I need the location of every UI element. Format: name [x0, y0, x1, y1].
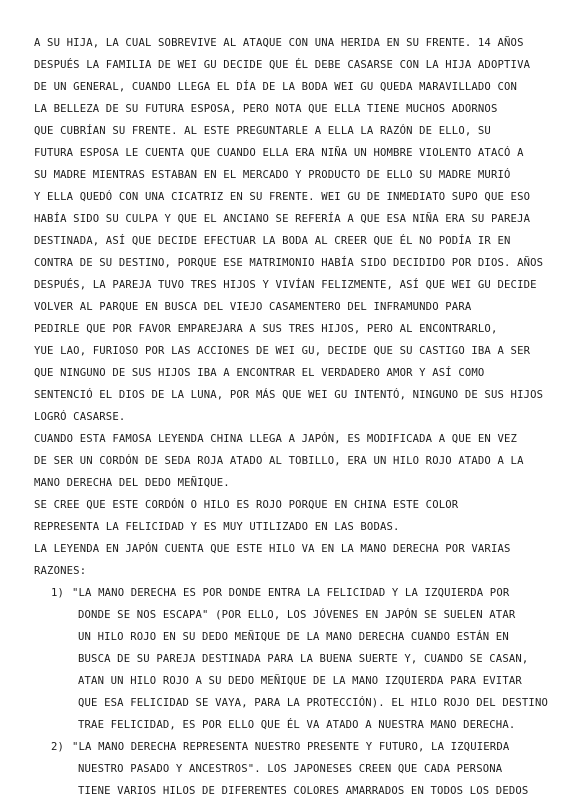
text-line: LA BELLEZA DE SU FUTURA ESPOSA, PERO NOTA QUE ELLA TIENE MUCHOS ADORNOS	[34, 103, 498, 115]
document-body	[34, 32, 549, 802]
text-line: HABÍA SIDO SU CULPA Y QUE EL ANCIANO SE REFERÍA A QUE ESA NIÑA ERA SU PAREJA	[34, 213, 531, 225]
text-line: Y ELLA QUEDÓ CON UNA CICATRIZ EN SU FRENTE. WEI GU DE INMEDIATO SUPO QUE ESO	[34, 191, 531, 203]
text-line: DESPUÉS LA FAMILIA DE WEI GU DECIDE QUE ÉL DEBE CASARSE CON LA HIJA ADOPTIVA	[34, 59, 531, 71]
text-line: DESPUÉS, LA PAREJA TUVO TRES HIJOS Y VIVÍAN FELIZMENTE, ASÍ QUE WEI GU DECIDE	[34, 279, 537, 291]
text-line: TIENE VARIOS HILOS DE DIFERENTES COLORES AMARRADOS EN TODOS LOS DEDOS	[78, 785, 529, 797]
list-item	[34, 582, 549, 736]
text-line: QUE ESA FELICIDAD SE VAYA, PARA LA PROTECCIÓN). EL HILO ROJO DEL DESTINO	[78, 697, 549, 709]
text-line: DESTINADA, ASÍ QUE DECIDE EFECTUAR LA BODA AL CREER QUE ÉL NO PODÍA IR EN	[34, 235, 511, 247]
paragraph-right-hand	[34, 538, 544, 582]
text-line: SE CREE QUE ESTE CORDÓN O HILO ES ROJO PORQUE EN CHINA ESTE COLOR	[34, 499, 459, 511]
paragraph-red-color	[34, 494, 544, 538]
text-line: QUE CUBRÍAN SU FRENTE. AL ESTE PREGUNTARLE A ELLA LA RAZÓN DE ELLO, SU	[34, 125, 491, 137]
text-line: SU MADRE MIENTRAS ESTABAN EN EL MERCADO Y PRODUCTO DE ELLO SU MADRE MURIÓ	[34, 169, 511, 181]
paragraph-japan-version	[34, 428, 544, 494]
text-line: VOLVER AL PARQUE EN BUSCA DEL VIEJO CASAMENTERO DEL INFRAMUNDO PARA	[34, 301, 472, 313]
text-line: CUANDO ESTA FAMOSA LEYENDA CHINA LLEGA A JAPÓN, ES MODIFICADA A QUE EN VEZ	[34, 433, 518, 445]
text-line: "LA MANO DERECHA REPRESENTA NUESTRO PRESENTE Y FUTURO, LA IZQUIERDA	[72, 741, 510, 753]
text-line: YUE LAO, FURIOSO POR LAS ACCIONES DE WEI GU, DECIDE QUE SU CASTIGO IBA A SER	[34, 345, 531, 357]
text-line: TRAE FELICIDAD, ES POR ELLO QUE ÉL VA ATADO A NUESTRA MANO DERECHA.	[78, 719, 516, 731]
text-line: SENTENCIÓ EL DIOS DE LA LUNA, POR MÁS QUE WEI GU INTENTÓ, NINGUNO DE SUS HIJOS	[34, 389, 544, 401]
text-line: BUSCA DE SU PAREJA DESTINADA PARA LA BUENA SUERTE Y, CUANDO SE CASAN,	[78, 653, 529, 665]
text-line: RAZONES:	[34, 565, 87, 577]
text-line: A SU HIJA, LA CUAL SOBREVIVE AL ATAQUE CON UNA HERIDA EN SU FRENTE. 14 AÑOS	[34, 37, 524, 49]
text-line: UN HILO ROJO EN SU DEDO MEÑIQUE DE LA MANO DERECHA CUANDO ESTÁN EN	[78, 631, 509, 643]
paragraph-legend-story	[34, 32, 544, 428]
text-line: QUE NINGUNO DE SUS HIJOS IBA A ENCONTRAR EL VERDADERO AMOR Y ASÍ COMO	[34, 367, 485, 379]
list-number: 1)	[50, 587, 64, 599]
text-line: PEDIRLE QUE POR FAVOR EMPAREJARA A SUS TRES HIJOS, PERO AL ENCONTRARLO,	[34, 323, 498, 335]
text-line: LOGRÓ CASARSE.	[34, 411, 126, 423]
text-line: LA LEYENDA EN JAPÓN CUENTA QUE ESTE HILO VA EN LA MANO DERECHA POR VARIAS	[34, 543, 511, 555]
text-line: ATAN UN HILO ROJO A SU DEDO MEÑIQUE DE LA MANO IZQUIERDA PARA EVITAR	[78, 675, 522, 687]
text-line: FUTURA ESPOSA LE CUENTA QUE CUANDO ELLA ERA NIÑA UN HOMBRE VIOLENTO ATACÓ A	[34, 147, 524, 159]
text-line: DE UN GENERAL, CUANDO LLEGA EL DÍA DE LA BODA WEI GU QUEDA MARAVILLADO CON	[34, 81, 518, 93]
text-line: "LA MANO DERECHA ES POR DONDE ENTRA LA FELICIDAD Y LA IZQUIERDA POR	[72, 587, 510, 599]
list-number: 2)	[50, 741, 64, 753]
text-line: REPRESENTA LA FELICIDAD Y ES MUY UTILIZADO EN LAS BODAS.	[34, 521, 400, 533]
text-line: MANO DERECHA DEL DEDO MEÑIQUE.	[34, 477, 230, 489]
reasons-list	[34, 582, 549, 802]
list-item	[34, 736, 544, 802]
text-line: CONTRA DE SU DESTINO, PORQUE ESE MATRIMONIO HABÍA SIDO DECIDIDO POR DIOS. AÑOS	[34, 257, 544, 269]
text-line: DE SER UN CORDÓN DE SEDA ROJA ATADO AL TOBILLO, ERA UN HILO ROJO ATADO A LA	[34, 455, 524, 467]
text-line: DONDE SE NOS ESCAPA" (POR ELLO, LOS JÓVENES EN JAPÓN SE SUELEN ATAR	[78, 609, 516, 621]
text-line: NUESTRO PASADO Y ANCESTROS". LOS JAPONESES CREEN QUE CADA PERSONA	[78, 763, 503, 775]
